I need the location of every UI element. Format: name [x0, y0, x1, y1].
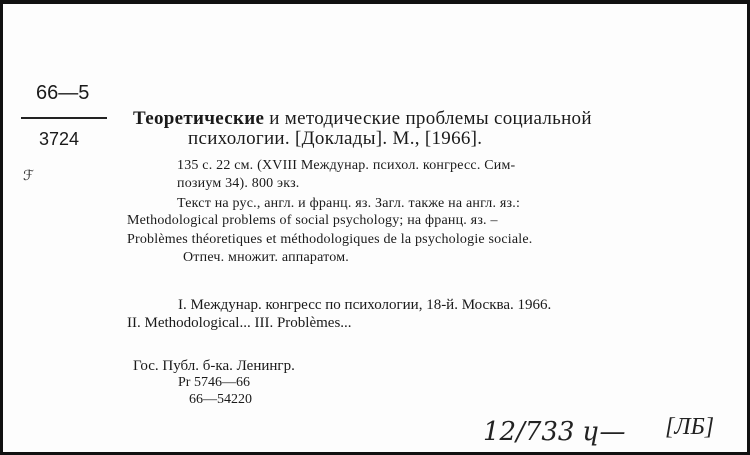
note-line-3: Problèmes théoretiques et méthodologiques de la psychologie sociale. [127, 232, 533, 247]
classification-divider [21, 117, 107, 119]
title-bold: Теоретические [133, 108, 265, 129]
note-line-1: Текст на рус., англ. и франц. яз. Загл. также на англ. яз.: [177, 196, 521, 211]
title-line-2: психологии. [Доклады]. М., [1966]. [188, 128, 483, 149]
description-line-1: 135 с. 22 см. (XVIII Междунар. психол. конгресс. Сим- [177, 158, 516, 173]
handwritten-note: 12/733 ɥ— [483, 417, 626, 447]
library-name: Гос. Публ. б-ка. Ленингр. [133, 358, 295, 374]
title-rest: и методические проблемы социальной [264, 108, 592, 129]
stamp-mark: ℱ [23, 169, 35, 184]
title-line-1 [133, 108, 592, 130]
card-number: 66—54220 [189, 392, 252, 407]
tracing-line-1: I. Междунар. конгресс по психологии, 18-й. Москва. 1966. [178, 297, 552, 313]
tracing-line-2: II. Methodological... III. Problèmes... [127, 315, 352, 331]
description-line-2: позиум 34). 800 экз. [177, 176, 300, 191]
note-line-2: Methodological problems of social psychology; на франц. яз. – [127, 213, 498, 228]
note-line-4: Отпеч. множит. аппаратом. [183, 250, 349, 265]
library-code: Pr 5746—66 [178, 375, 250, 390]
classification-number: 66—5 [36, 82, 90, 104]
accession-number: 3724 [39, 129, 80, 149]
handwritten-box-mark: [ЛБ] [665, 414, 715, 440]
